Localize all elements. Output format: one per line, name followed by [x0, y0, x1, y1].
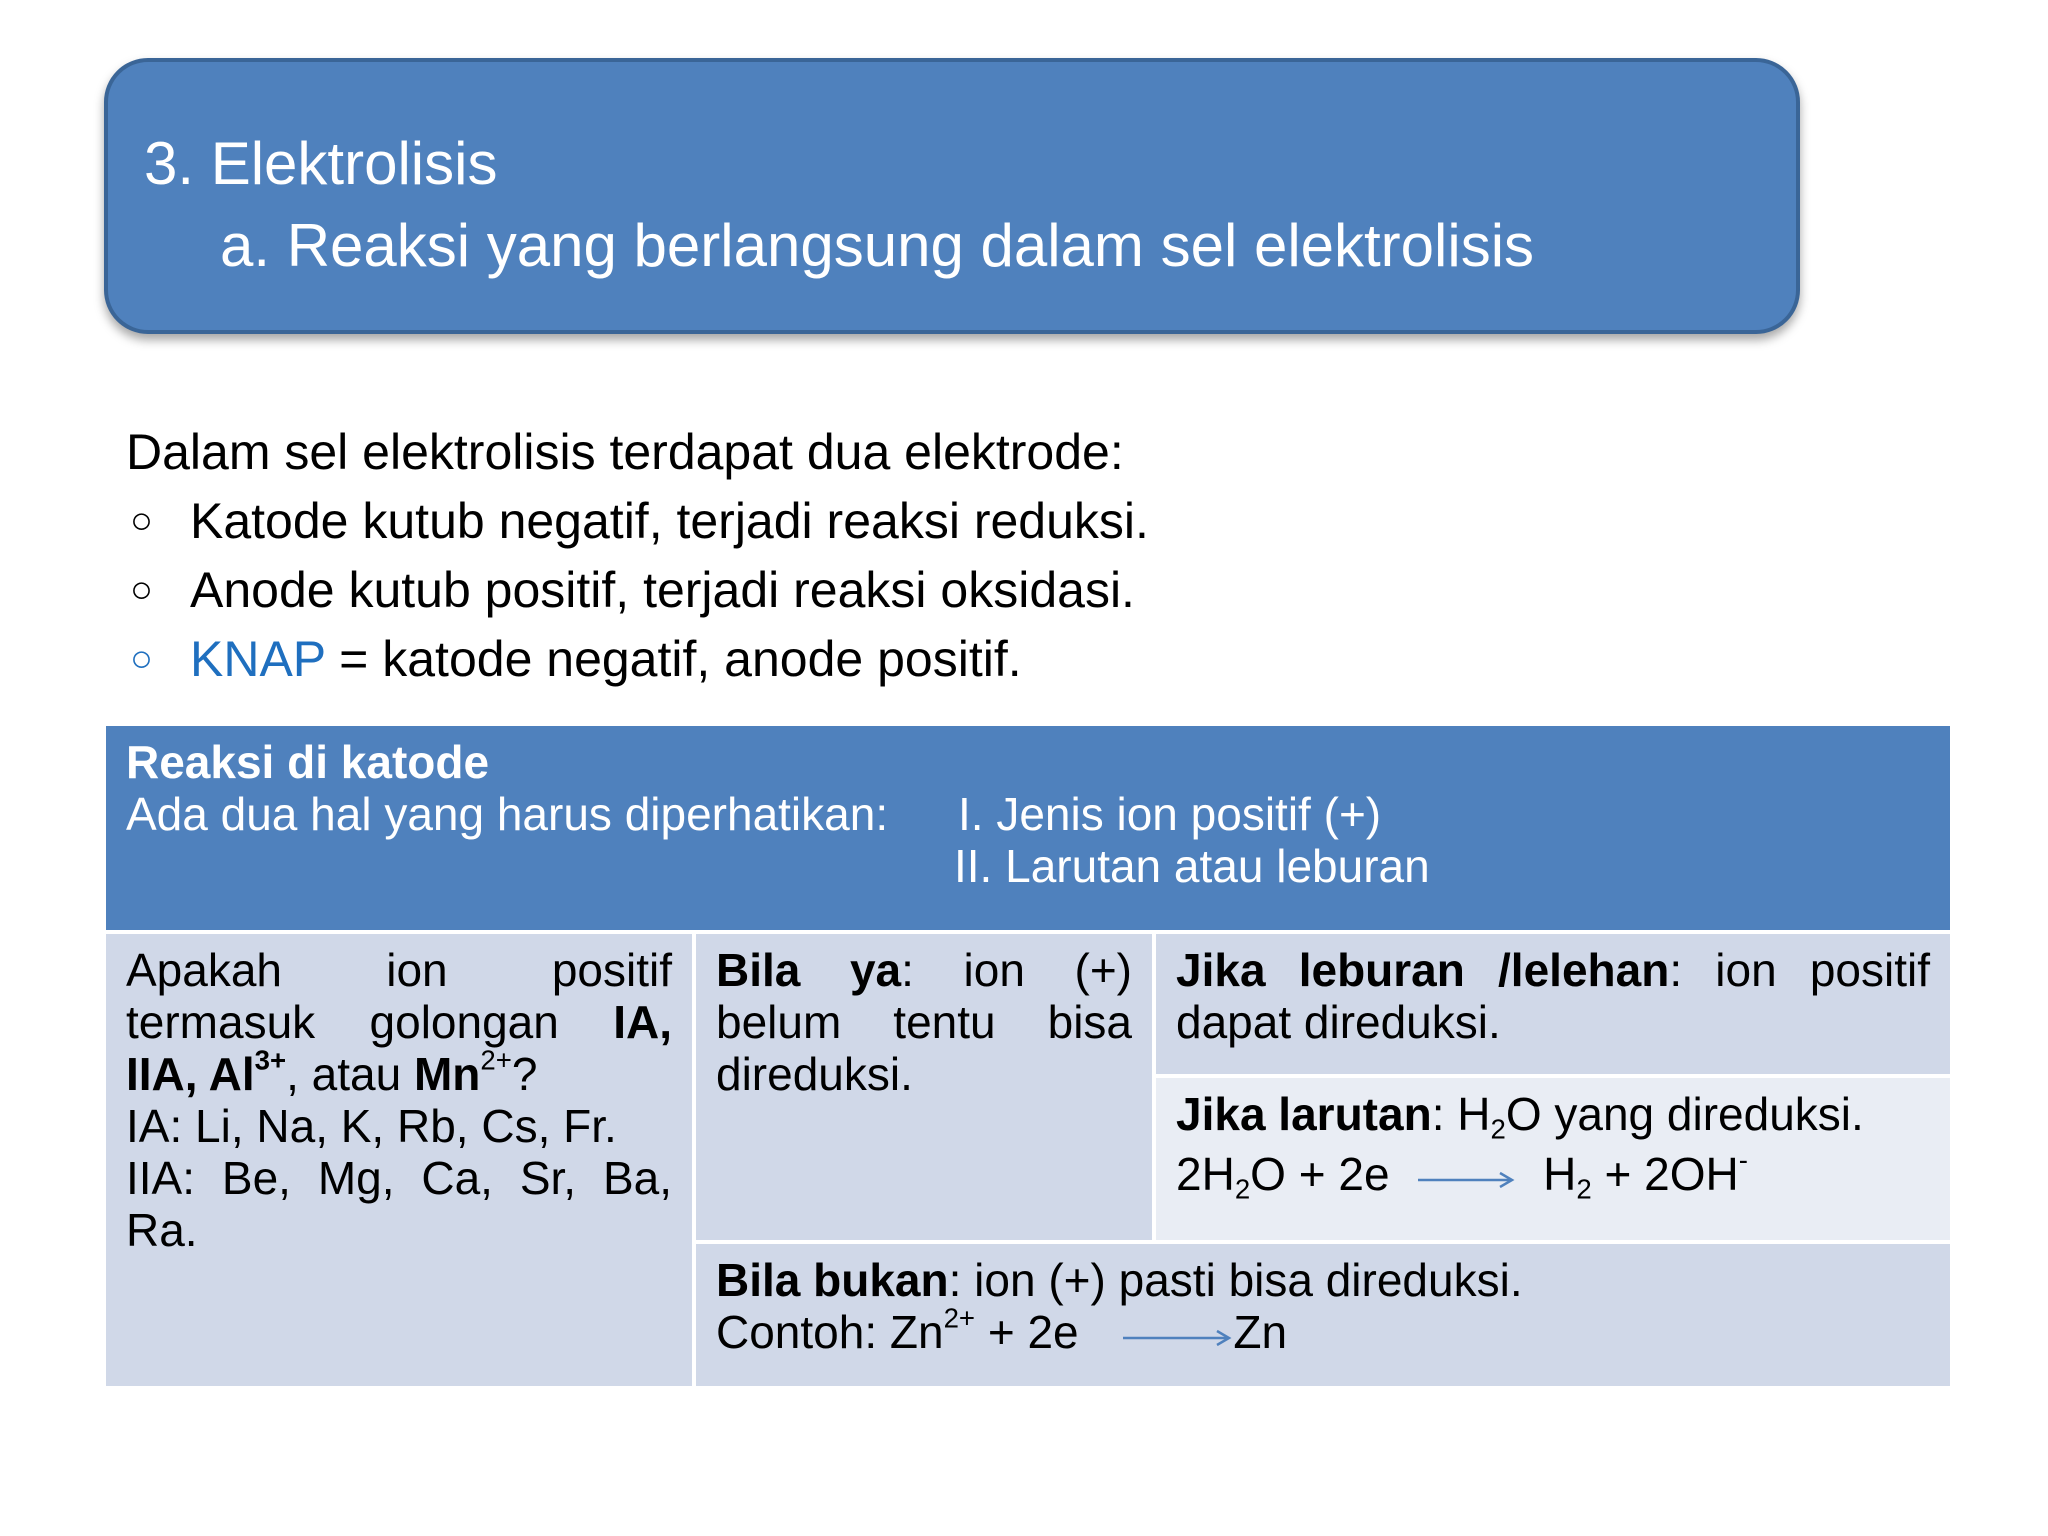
bullet-circle-icon: ○	[130, 638, 153, 680]
table-header-lead: Ada dua hal yang harus diperhatikan:	[126, 788, 889, 840]
question-bold: IA,	[613, 996, 672, 1048]
slide-title: 3. Elektrolisis	[144, 130, 498, 197]
solution-text-part: O yang direduksi.	[1505, 1088, 1864, 1140]
equation-part: O + 2e	[1250, 1148, 1390, 1200]
group-ia-list: IA: Li, Na, K, Rb, Cs, Fr.	[126, 1100, 617, 1152]
cathode-reaction-table	[106, 726, 1950, 1386]
equation-part: 2H	[1176, 1148, 1235, 1200]
superscript: 3+	[254, 1044, 287, 1076]
question-text: ?	[511, 1048, 538, 1100]
question-bold: Mn	[413, 1048, 481, 1100]
question-line	[126, 996, 672, 1048]
no-label: Bila bukan	[716, 1254, 949, 1306]
solution-text	[1176, 1088, 1930, 1145]
table-header	[106, 726, 1950, 930]
table-header-item-1: I. Jenis ion positif (+)	[958, 788, 1382, 840]
subscript: 2	[1576, 1173, 1592, 1205]
yes-cell	[696, 934, 1152, 1240]
slide-subtitle: a. Reaksi yang berlangsung dalam sel elektrolisis	[220, 212, 1535, 279]
intro-lead: Dalam sel elektrolisis terdapat dua elektrode:	[126, 424, 1124, 480]
molten-text	[1176, 944, 1930, 1048]
equation-part: Zn	[1233, 1306, 1288, 1358]
table-header-item-2: II. Larutan atau leburan	[954, 840, 1430, 892]
title-box	[104, 58, 1800, 334]
yes-description: : ion (+) belum tentu bisa direduksi.	[716, 944, 1133, 1100]
superscript: 2+	[943, 1302, 976, 1334]
question-cell	[106, 934, 692, 1386]
knap-definition: = katode negatif, anode positif.	[325, 631, 1022, 687]
question-line	[126, 1044, 672, 1100]
bullet-item	[126, 625, 1149, 694]
bullet-circle-icon: ○	[130, 500, 153, 542]
knap-term: KNAP	[190, 631, 326, 687]
group-iia-list: IIA: Be, Mg, Ca, Sr, Ba, Ra.	[126, 1152, 672, 1256]
no-cell	[696, 1244, 1950, 1386]
intro-text	[126, 418, 1149, 694]
reaction-arrow-icon	[1416, 1168, 1516, 1188]
yes-text	[716, 944, 1132, 1100]
molten-cell	[1156, 934, 1950, 1074]
water-reduction-equation	[1176, 1144, 1930, 1205]
question-line: Apakah ion positif	[126, 944, 672, 996]
bullet-item	[126, 556, 1149, 625]
subscript: 2	[1234, 1173, 1251, 1205]
solution-text-part: : H	[1431, 1088, 1491, 1140]
question-text: , atau	[286, 1048, 414, 1100]
question-text: termasuk golongan	[126, 996, 614, 1048]
bullet-circle-icon: ○	[130, 569, 153, 611]
equation-part: H	[1543, 1148, 1577, 1200]
subscript: 2	[1490, 1113, 1506, 1145]
equation-part: + 2OH	[1591, 1148, 1739, 1200]
reaction-arrow-icon	[1121, 1326, 1233, 1346]
zinc-reduction-example	[716, 1302, 1930, 1358]
table-header-title: Reaksi di katode	[126, 736, 490, 788]
molten-label: Jika leburan /lelehan	[1176, 944, 1670, 996]
no-description: : ion (+) pasti bisa direduksi.	[948, 1254, 1523, 1306]
molten-description: : ion positif dapat direduksi.	[1176, 944, 1930, 1048]
no-text	[716, 1254, 1930, 1306]
bullet-text: Anode kutub positif, terjadi reaksi oksidasi.	[190, 562, 1135, 618]
superscript: 2+	[480, 1044, 512, 1076]
equation-part: + 2e	[975, 1306, 1079, 1358]
solution-cell	[1156, 1078, 1950, 1240]
yes-label: Bila ya	[716, 944, 902, 996]
bullet-item	[126, 487, 1149, 556]
solution-label: Jika larutan	[1176, 1088, 1432, 1140]
bullet-text: Katode kutub negatif, terjadi reaksi reduksi.	[190, 493, 1149, 549]
equation-part: Contoh: Zn	[716, 1306, 944, 1358]
question-bold: IIA, Al	[126, 1048, 255, 1100]
superscript: -	[1738, 1144, 1748, 1176]
